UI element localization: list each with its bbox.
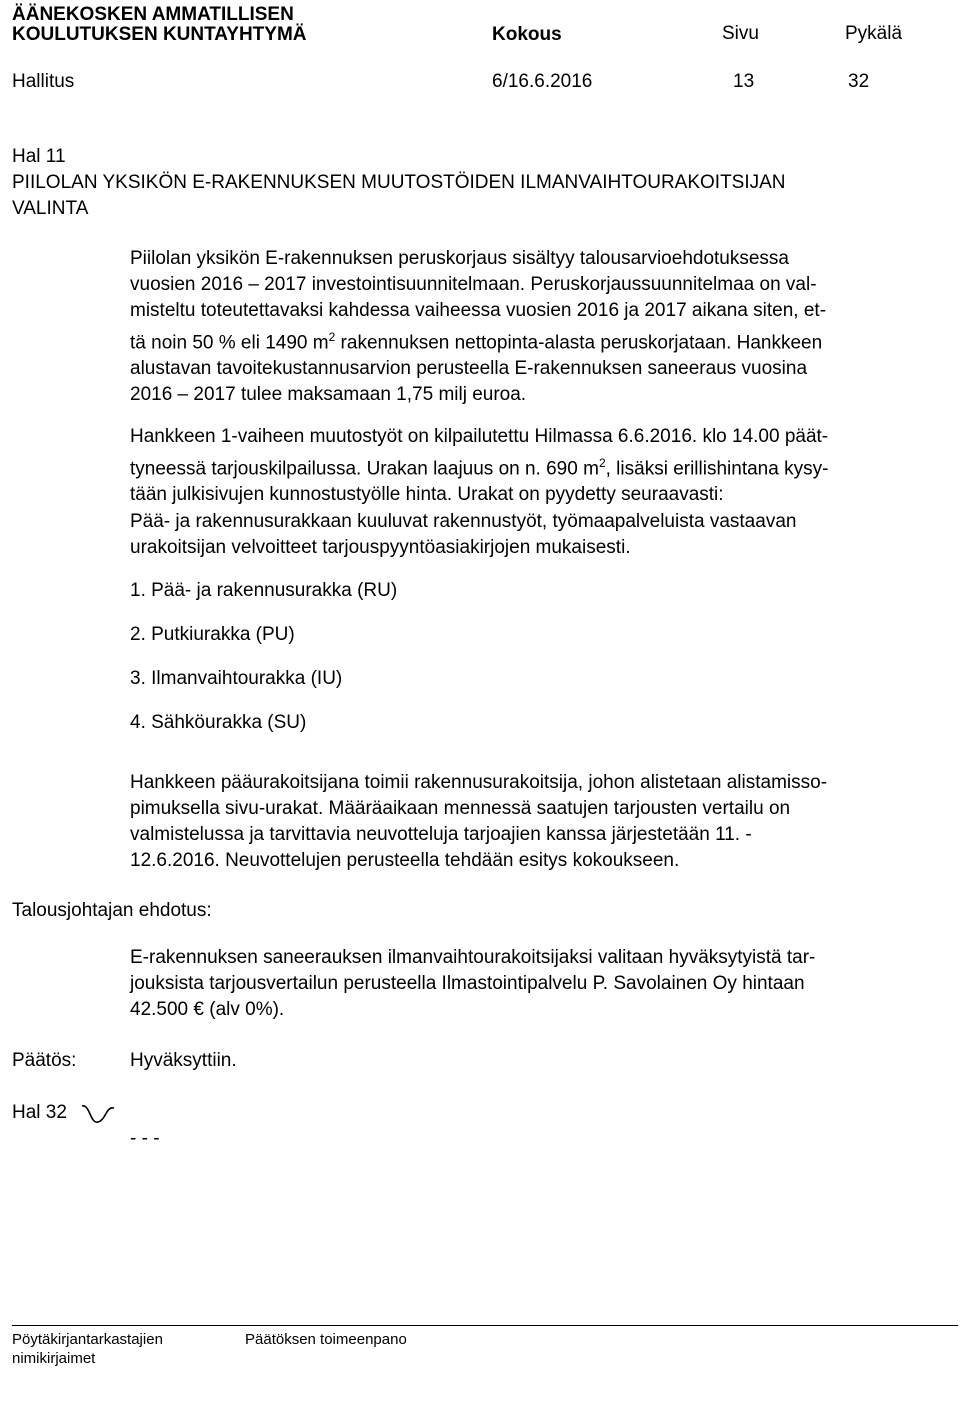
text-line: Piilolan yksikön E-rakennuksen peruskorjaus sisältyy talousarvioehdotuksessa [130, 248, 789, 269]
arrow-icon [80, 1102, 120, 1126]
superscript: 2 [598, 456, 606, 470]
footer-implementation-label: Päätöksen toimeenpano [245, 1331, 407, 1348]
text-line: vuosien 2016 – 2017 investointisuunnitelmaan. Peruskorjaussuunnitelmaa on val- [130, 274, 817, 295]
text-fragment: rakennuksen nettopinta-alasta peruskorjataan. Hankkeen [335, 332, 823, 354]
text-fragment: tä noin 50 % eli 1490 m [130, 332, 329, 354]
text-line [130, 324, 930, 356]
paragraph-background [130, 246, 930, 408]
text-line: Hankkeen pääurakoitsijana toimii rakennusurakoitsija, johon alistetaan alistamisso- [130, 772, 828, 793]
proposal-text [130, 945, 930, 1023]
item-title-line2: VALINTA [12, 198, 89, 219]
page-number: 13 [733, 71, 755, 92]
text-line: pimuksella sivu-urakat. Määräaikaan mennessä saatujen tarjousten vertailu on [130, 798, 791, 819]
text-line: 42.500 € (alv 0%). [130, 999, 285, 1020]
proposal-label: Talousjohtajan ehdotus: [12, 900, 212, 921]
text-line: misteltu toteutettavaksi kahdessa vaiheessa vuosien 2016 ja 2017 aikana siten, et- [130, 300, 827, 321]
item-reference: Hal 11 [12, 146, 66, 167]
header-page-label: Sivu [722, 23, 759, 44]
footer-initials-label [12, 1330, 163, 1368]
meeting-date: 6/16.6.2016 [492, 71, 593, 92]
org-name-line1: ÄÄNEKOSKEN AMMATILLISEN [12, 4, 294, 25]
list-item: 2. Putkiurakka (PU) [130, 624, 295, 645]
text-line: E-rakennuksen saneerauksen ilmanvaihtourakoitsijaksi valitaan hyväksytyistä tar- [130, 947, 816, 968]
org-name-line2: KOULUTUKSEN KUNTAYHTYMÄ [12, 24, 307, 45]
footer-initials-line1: Pöytäkirjantarkastajien [12, 1331, 163, 1348]
paragraph-tender [130, 424, 930, 508]
body-name: Hallitus [12, 71, 75, 92]
reference-text: - - - [130, 1128, 160, 1149]
text-line: jouksista tarjousvertailun perusteella Ilmastointipalvelu P. Savolainen Oy hintaan [130, 973, 805, 994]
text-line: 2016 – 2017 tulee maksamaan 1,75 milj euroa. [130, 384, 527, 406]
decision-label: Päätös: [12, 1050, 77, 1071]
footer-divider [12, 1325, 958, 1326]
text-line [130, 450, 930, 482]
item-title-line1: PIILOLAN YKSIKÖN E-RAKENNUKSEN MUUTOSTÖIDEN ILMANVAIHTOURAKOITSIJAN [12, 172, 786, 193]
list-item: 4. Sähköurakka (SU) [130, 712, 307, 733]
text-line: alustavan tavoitekustannusarvion perusteella E-rakennuksen saneeraus vuosina [130, 358, 808, 380]
reference-label: Hal 32 [12, 1102, 67, 1123]
text-line: tään julkisivujen kunnostustyölle hinta. Urakat on pyydetty seuraavasti: [130, 484, 724, 506]
superscript: 2 [328, 330, 336, 344]
text-line: urakoitsijan velvoitteet tarjouspyyntöasiakirjojen mukaisesti. [130, 537, 631, 558]
section-number: 32 [848, 71, 870, 92]
text-line: valmistelussa ja tarvittavia neuvotteluja tarjoajien kanssa järjestetään 11. - [130, 824, 752, 845]
text-line: Hankkeen 1-vaiheen muutostyöt on kilpailutettu Hilmassa 6.6.2016. klo 14.00 päät- [130, 426, 829, 447]
decision-text: Hyväksyttiin. [130, 1050, 237, 1071]
footer-initials-line2: nimikirjaimet [12, 1350, 96, 1367]
text-fragment: , lisäksi erillishintana kysy- [605, 458, 829, 480]
text-line: Pää- ja rakennusurakkaan kuuluvat rakennustyöt, työmaapalveluista vastaavan [130, 511, 797, 532]
list-item: 1. Pää- ja rakennusurakka (RU) [130, 580, 398, 601]
header-meeting-label: Kokous [492, 24, 562, 45]
text-line: 12.6.2016. Neuvottelujen perusteella tehdään esitys kokoukseen. [130, 850, 680, 871]
paragraph-main-contractor [130, 770, 930, 874]
text-fragment: tyneessä tarjouskilpailussa. Urakan laajuus on n. 690 m [130, 458, 599, 480]
paragraph-main-contract [130, 509, 930, 561]
header-section-label: Pykälä [845, 23, 903, 44]
list-item: 3. Ilmanvaihtourakka (IU) [130, 668, 343, 689]
